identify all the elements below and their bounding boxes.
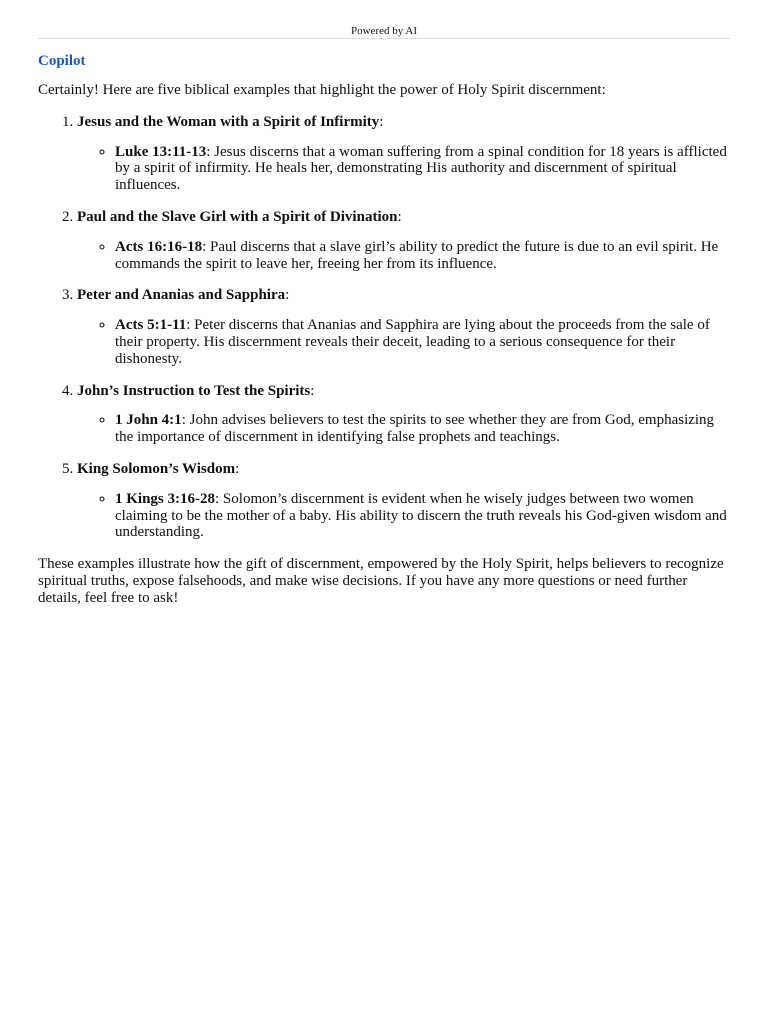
example-detail — [115, 317, 732, 367]
example-detail — [115, 412, 732, 446]
example-item-5 — [77, 461, 732, 541]
example-description: : John advises believers to test the spirits to see whether they are from God, emphasizing the importance of discernment in identifying false prophets and teachings. — [115, 412, 715, 446]
title-colon: : — [379, 113, 384, 130]
scripture-reference: 1 Kings 3:16-28 — [115, 490, 216, 507]
example-detail-list — [77, 317, 732, 367]
examples-list — [38, 114, 732, 541]
powered-by-header: Powered by AI — [38, 24, 730, 39]
example-description: : Solomon’s discernment is evident when he wisely judges between two women claiming to be the mother of a baby. His ability to discern the truth reveals his God-given wisdom and understanding. — [115, 490, 727, 541]
example-title: John’s Instruction to Test the Spirits — [77, 382, 311, 399]
example-title: Peter and Ananias and Sapphira — [77, 287, 286, 304]
title-colon: : — [235, 460, 240, 477]
example-description: : Paul discerns that a slave girl’s ability to predict the future is due to an evil spirit. He commands the spirit to leave her, freeing her from its influence. — [115, 238, 719, 272]
example-detail-list — [77, 491, 732, 541]
example-title: Paul and the Slave Girl with a Spirit of Divination — [77, 208, 398, 225]
example-item-1 — [77, 114, 732, 194]
example-item-2 — [77, 209, 732, 272]
example-detail — [115, 144, 732, 194]
example-title: Jesus and the Woman with a Spirit of Infirmity — [77, 113, 380, 130]
example-detail — [115, 239, 732, 273]
example-detail-list — [77, 239, 732, 273]
scripture-reference: 1 John 4:1 — [115, 412, 182, 429]
title-colon: : — [285, 287, 290, 304]
copilot-brand-label: Copilot — [38, 53, 86, 69]
example-description: : Peter discerns that Ananias and Sapphira are lying about the proceeds from the sale of their property. His discernment reveals their deceit, leading to a serious consequence for their dishonesty. — [115, 317, 710, 367]
closing-paragraph: These examples illustrate how the gift of discernment, empowered by the Holy Spirit, helps believers to recognize spiritual truths, expose falsehoods, and make wise decisions. If you have any more questions or need further details, feel free to ask! — [38, 556, 724, 606]
title-colon: : — [310, 382, 315, 399]
scripture-reference: Acts 16:16-18 — [115, 238, 203, 255]
scripture-reference: Acts 5:1-11 — [115, 317, 187, 334]
example-description: : Jesus discerns that a woman suffering from a spinal condition for 18 years is afflicted by a spirit of infirmity. He heals her, demonstrating His authority and discernment of spiritual influences. — [115, 143, 727, 194]
example-detail-list — [77, 412, 732, 446]
example-detail-list — [77, 144, 732, 194]
example-title: King Solomon’s Wisdom — [77, 460, 236, 477]
example-detail — [115, 491, 732, 541]
scripture-reference: Luke 13:11-13 — [115, 143, 207, 160]
example-item-4 — [77, 383, 732, 446]
response-content — [38, 52, 732, 607]
title-colon: : — [397, 208, 402, 225]
example-item-3 — [77, 287, 732, 367]
intro-paragraph: Certainly! Here are five biblical examples that highlight the power of Holy Spirit discernment: — [38, 82, 606, 98]
